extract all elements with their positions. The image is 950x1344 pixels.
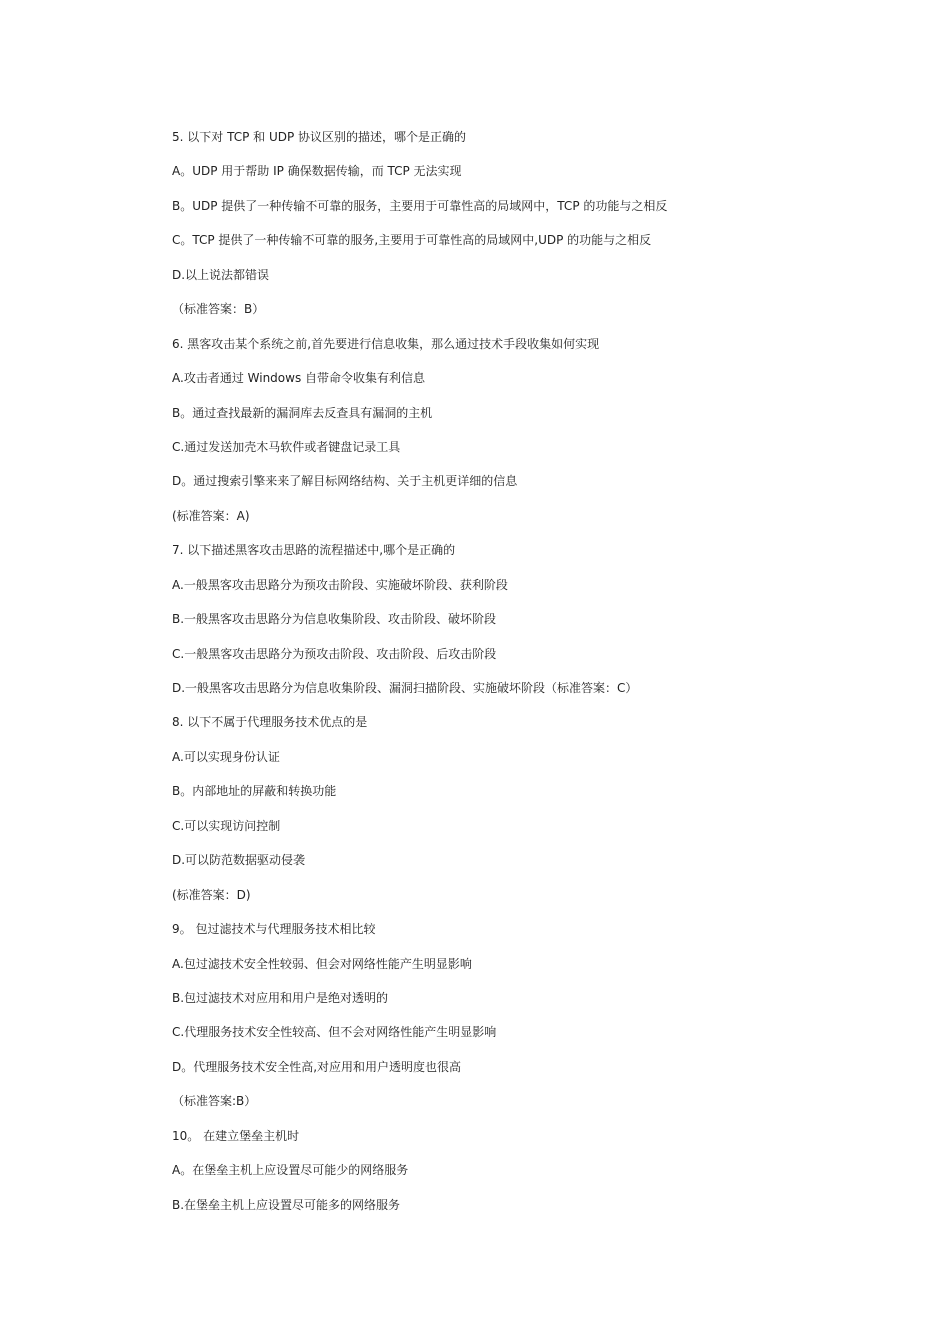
option-d: D。代理服务技术安全性高,对应用和用户透明度也很高 bbox=[172, 1059, 462, 1074]
question-8: 8. 以下不属于代理服务技术优点的是 bbox=[172, 715, 368, 730]
option-c: C.通过发送加壳木马软件或者键盘记录工具 bbox=[172, 439, 401, 454]
option-a: A。在堡垒主机上应设置尽可能少的网络服务 bbox=[172, 1163, 409, 1178]
option-c: C.代理服务技术安全性较高、但不会对网络性能产生明显影响 bbox=[172, 1025, 497, 1040]
option-d-with-answer: D.一般黑客攻击思路分为信息收集阶段、漏洞扫描阶段、实施破坏阶段（标准答案：C） bbox=[172, 681, 638, 695]
question-7: 7. 以下描述黑客攻击思路的流程描述中,哪个是正确的 bbox=[172, 543, 456, 558]
option-c: C.可以实现访问控制 bbox=[172, 818, 281, 833]
option-c: C.一般黑客攻击思路分为预攻击阶段、攻击阶段、后攻击阶段 bbox=[172, 646, 497, 661]
option-b: B.一般黑客攻击思路分为信息收集阶段、攻击阶段、破坏阶段 bbox=[172, 612, 497, 627]
option-b: B.包过滤技术对应用和用户是绝对透明的 bbox=[172, 990, 389, 1005]
option-a: A。UDP 用于帮助 IP 确保数据传输，而 TCP 无法实现 bbox=[172, 164, 462, 179]
option-a: A.一般黑客攻击思路分为预攻击阶段、实施破坏阶段、获利阶段 bbox=[172, 577, 508, 592]
answer: (标准答案：A) bbox=[172, 508, 250, 523]
option-a: A.可以实现身份认证 bbox=[172, 749, 280, 764]
question-6: 6. 黑客攻击某个系统之前,首先要进行信息收集，那么通过技术手段收集如何实现 bbox=[172, 336, 600, 351]
option-d: D.可以防范数据驱动侵袭 bbox=[172, 853, 306, 868]
answer: （标准答案:B） bbox=[172, 1094, 257, 1109]
question-5: 5. 以下对 TCP 和 UDP 协议区别的描述，哪个是正确的 bbox=[172, 130, 467, 144]
option-d: D。通过搜索引擎来来了解目标网络结构、关于主机更详细的信息 bbox=[172, 474, 518, 489]
option-b: B。内部地址的屏蔽和转换功能 bbox=[172, 784, 337, 799]
question-10: 10。 在建立堡垒主机时 bbox=[172, 1128, 300, 1143]
option-d: D.以上说法都错误 bbox=[172, 267, 270, 282]
answer: (标准答案：D) bbox=[172, 887, 251, 902]
option-b: B.在堡垒主机上应设置尽可能多的网络服务 bbox=[172, 1197, 401, 1212]
option-a: A.包过滤技术安全性较弱、但会对网络性能产生明显影响 bbox=[172, 956, 472, 971]
option-c: C。TCP 提供了一种传输不可靠的服务,主要用于可靠性高的局域网中,UDP 的功能与之相反 bbox=[172, 233, 652, 248]
option-b: B。UDP 提供了一种传输不可靠的服务，主要用于可靠性高的局域网中，TCP 的功能与之相反 bbox=[172, 198, 668, 213]
option-b: B。通过查找最新的漏洞库去反查具有漏洞的主机 bbox=[172, 405, 433, 420]
question-9: 9。 包过滤技术与代理服务技术相比较 bbox=[172, 922, 376, 937]
option-a: A.攻击者通过 Windows 自带命令收集有利信息 bbox=[172, 371, 426, 386]
question-list bbox=[172, 129, 872, 1231]
answer: （标准答案：B） bbox=[172, 302, 265, 317]
